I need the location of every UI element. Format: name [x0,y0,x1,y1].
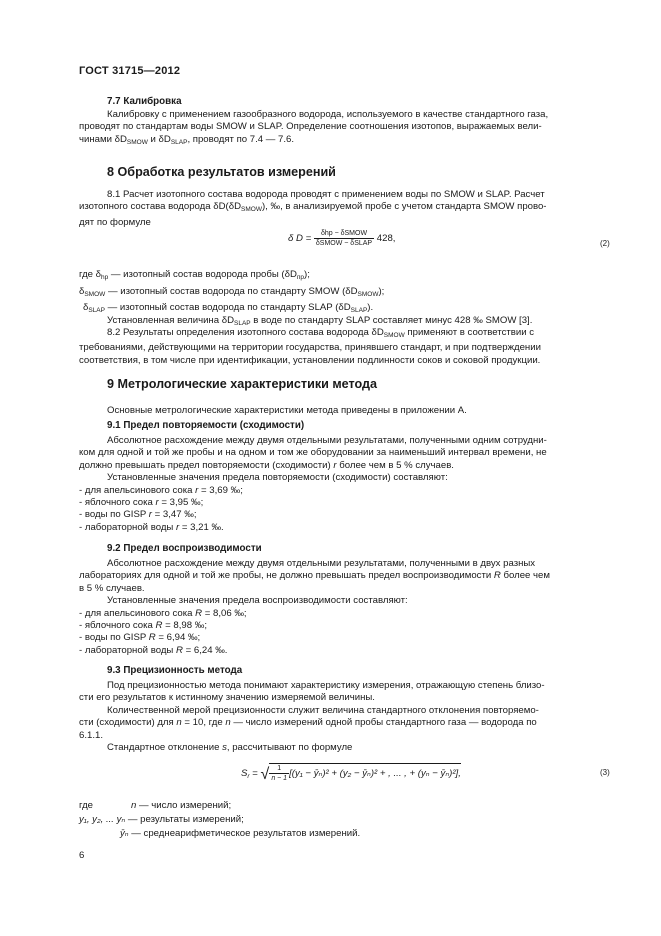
section-7-7-title: 7.7 Калибровка [107,96,182,107]
sqrt-sign: √ [260,766,270,784]
text-line: сти его результатов к истинному значению измеряемой величины. [79,692,375,704]
text-line: сти (сходимости) для n = 10, где n — число измерений одной пробы стандартного газа — водорода по [79,717,537,729]
list-item: - для апельсинового сока r = 3,69 ‰; [79,484,243,496]
text-line: 8.1 Расчет изотопного состава водорода проводят с применением воды по SMOW и SLAP. Расчет [107,189,545,200]
section-9-title: 9 Метрологические характеристики метода [107,377,378,391]
text-line: Стандартное отклонение s, рассчитывают по формуле [107,742,353,754]
text-line: требованиями, действующими на территории государства, принявшего стандарт, и при подтверждении [79,342,541,354]
text-line: Калибровку с применением газообразного водорода, используемого в качестве стандартного газа, [107,109,549,120]
list-item: - яблочного сока R = 8,98 ‰; [79,620,207,632]
text-line: Абсолютное расхождение между двумя отдельными результатами, полученными одним сотрудни- [107,435,547,446]
formula-3-fraction: $\frac{1}{n - 1}$ [271,765,288,782]
list-item: - воды по GISP r = 3,47 ‰; [79,509,197,521]
section-9-2-text [79,558,615,657]
list-item: - лабораторной воды r = 3,21 ‰. [79,521,224,533]
text-line: Установленные значения предела повторяемости (сходимости) составляют: [107,472,448,484]
page-number: 6 [79,850,85,861]
list-item: - яблочного сока r = 3,95 ‰; [79,497,204,509]
list-item: - лабораторной воды R = 6,24 ‰. [79,644,228,656]
text-line: лабораториях для одной и той же пробы, не должно превышать предел воспроизводимости R более чем [79,570,550,582]
text-line: дят по формуле [79,216,151,228]
where2-line-2: y₁, y₂, ... yₙ — результаты измерений; [79,814,244,825]
text-line: ком для одной и той же пробы и на одном и том же оборудовании за наименьший интервал времени, не [79,447,547,459]
list-item: - воды по GISP R = 6,94 ‰; [79,632,201,644]
section-9-2-title: 9.2 Предел воспроизводимости [107,543,262,554]
text-line: Абсолютное расхождение между двумя отдельными результатами, полученными в двух разных [107,558,536,569]
where-line-1: где $\delta_{hp}$ — изотопный состав водорода пробы $(\delta D_{пр})$; [79,269,310,281]
section-9-3-text [79,680,615,754]
formula-2-fraction: $\frac{\text{δhp − δSMOW}}{\text{δSMOW − δSLAP}}$ [315,230,373,247]
document-header: ГОСТ 31715—2012 [79,65,181,77]
section-8-2-text [79,327,615,367]
section-7-7-text [79,109,615,149]
text-line: в 5 % случаев. [79,582,145,594]
where-line-2: $\delta_{SMOW}$ — изотопный состав водорода по стандарту SMOW $(\delta D_{SMOW})$; [79,286,385,298]
section-9-1-text [79,435,615,534]
text-line: чинами $\delta D_{SMOW}$ и $\delta D_{SLAP}$, проводят по 7.4 — 7.6. [79,133,295,146]
formula-2-number: (2) [600,239,610,248]
text-line: изотопного состава водорода $\delta D(\delta D_{SMOW})$, ‰, в анализируемой пробе с учетом стандарта SMOW прово- [79,201,547,214]
text-line: 6.1.1. [79,729,104,741]
section-9-1-title: 9.1 Предел повторяемости (сходимости) [107,420,305,431]
text-line: проводят по стандартам воды SMOW и SLAP. Определение соотношения изотопов, выражаемых вели- [79,121,542,133]
formula-3: $S_r$ = √ $\frac{1}{n - 1}$ [(y₁ − ȳₙ)² + (y₂ − ȳₙ)² + , ... , + (yₙ − ȳₙ)²], [241,765,461,784]
formula-2: δ D = $\frac{\text{δhp − δSMOW}}{\text{δSMOW − δSLAP}}$ 428, [288,230,396,247]
text-line: соответствия, в том числе при идентификации, установлении подлинности соков и соковой продукции. [79,354,541,366]
where2-line-1: где n — число измерений; [79,800,232,811]
text-line: Под прецизионностью метода понимают характеристику измерения, отражающую степень близо- [107,680,545,691]
where-line-3: $\delta_{SLAP}$ — изотопный состав водорода по стандарту SLAP $(\delta D_{SLAP})$. [83,302,374,314]
section-9-3-title: 9.3 Прецизионность метода [107,665,243,676]
section-9-intro: Основные метрологические характеристики метода приведены в приложении А. [107,405,467,416]
section-8-title: 8 Обработка результатов измерений [107,165,336,179]
text-line: должно превышать предел повторяемости (сходимости) r более чем в 5 % случаев. [79,459,454,471]
text-line: Установленные значения предела воспроизводимости составляют: [107,595,408,607]
text-line: Количественной мерой прецизионности служит величина стандартного отклонения повторяемо- [107,704,539,716]
established-value: Установленная величина $\delta D_{SLAP}$ в воде по стандарту SLAP составляет минус 428 ‰ SMOW [3]. [107,315,533,327]
section-8-1-text [79,189,615,229]
text-line: 8.2 Результаты определения изотопного состава водорода $\delta D_{SMOW}$ применяют в соответствии с [107,327,535,339]
where2-line-3: ȳₙ — среднеарифметическое результатов измерений. [120,828,361,839]
formula-3-number: (3) [600,768,610,777]
list-item: - для апельсинового сока R = 8,06 ‰; [79,607,247,619]
